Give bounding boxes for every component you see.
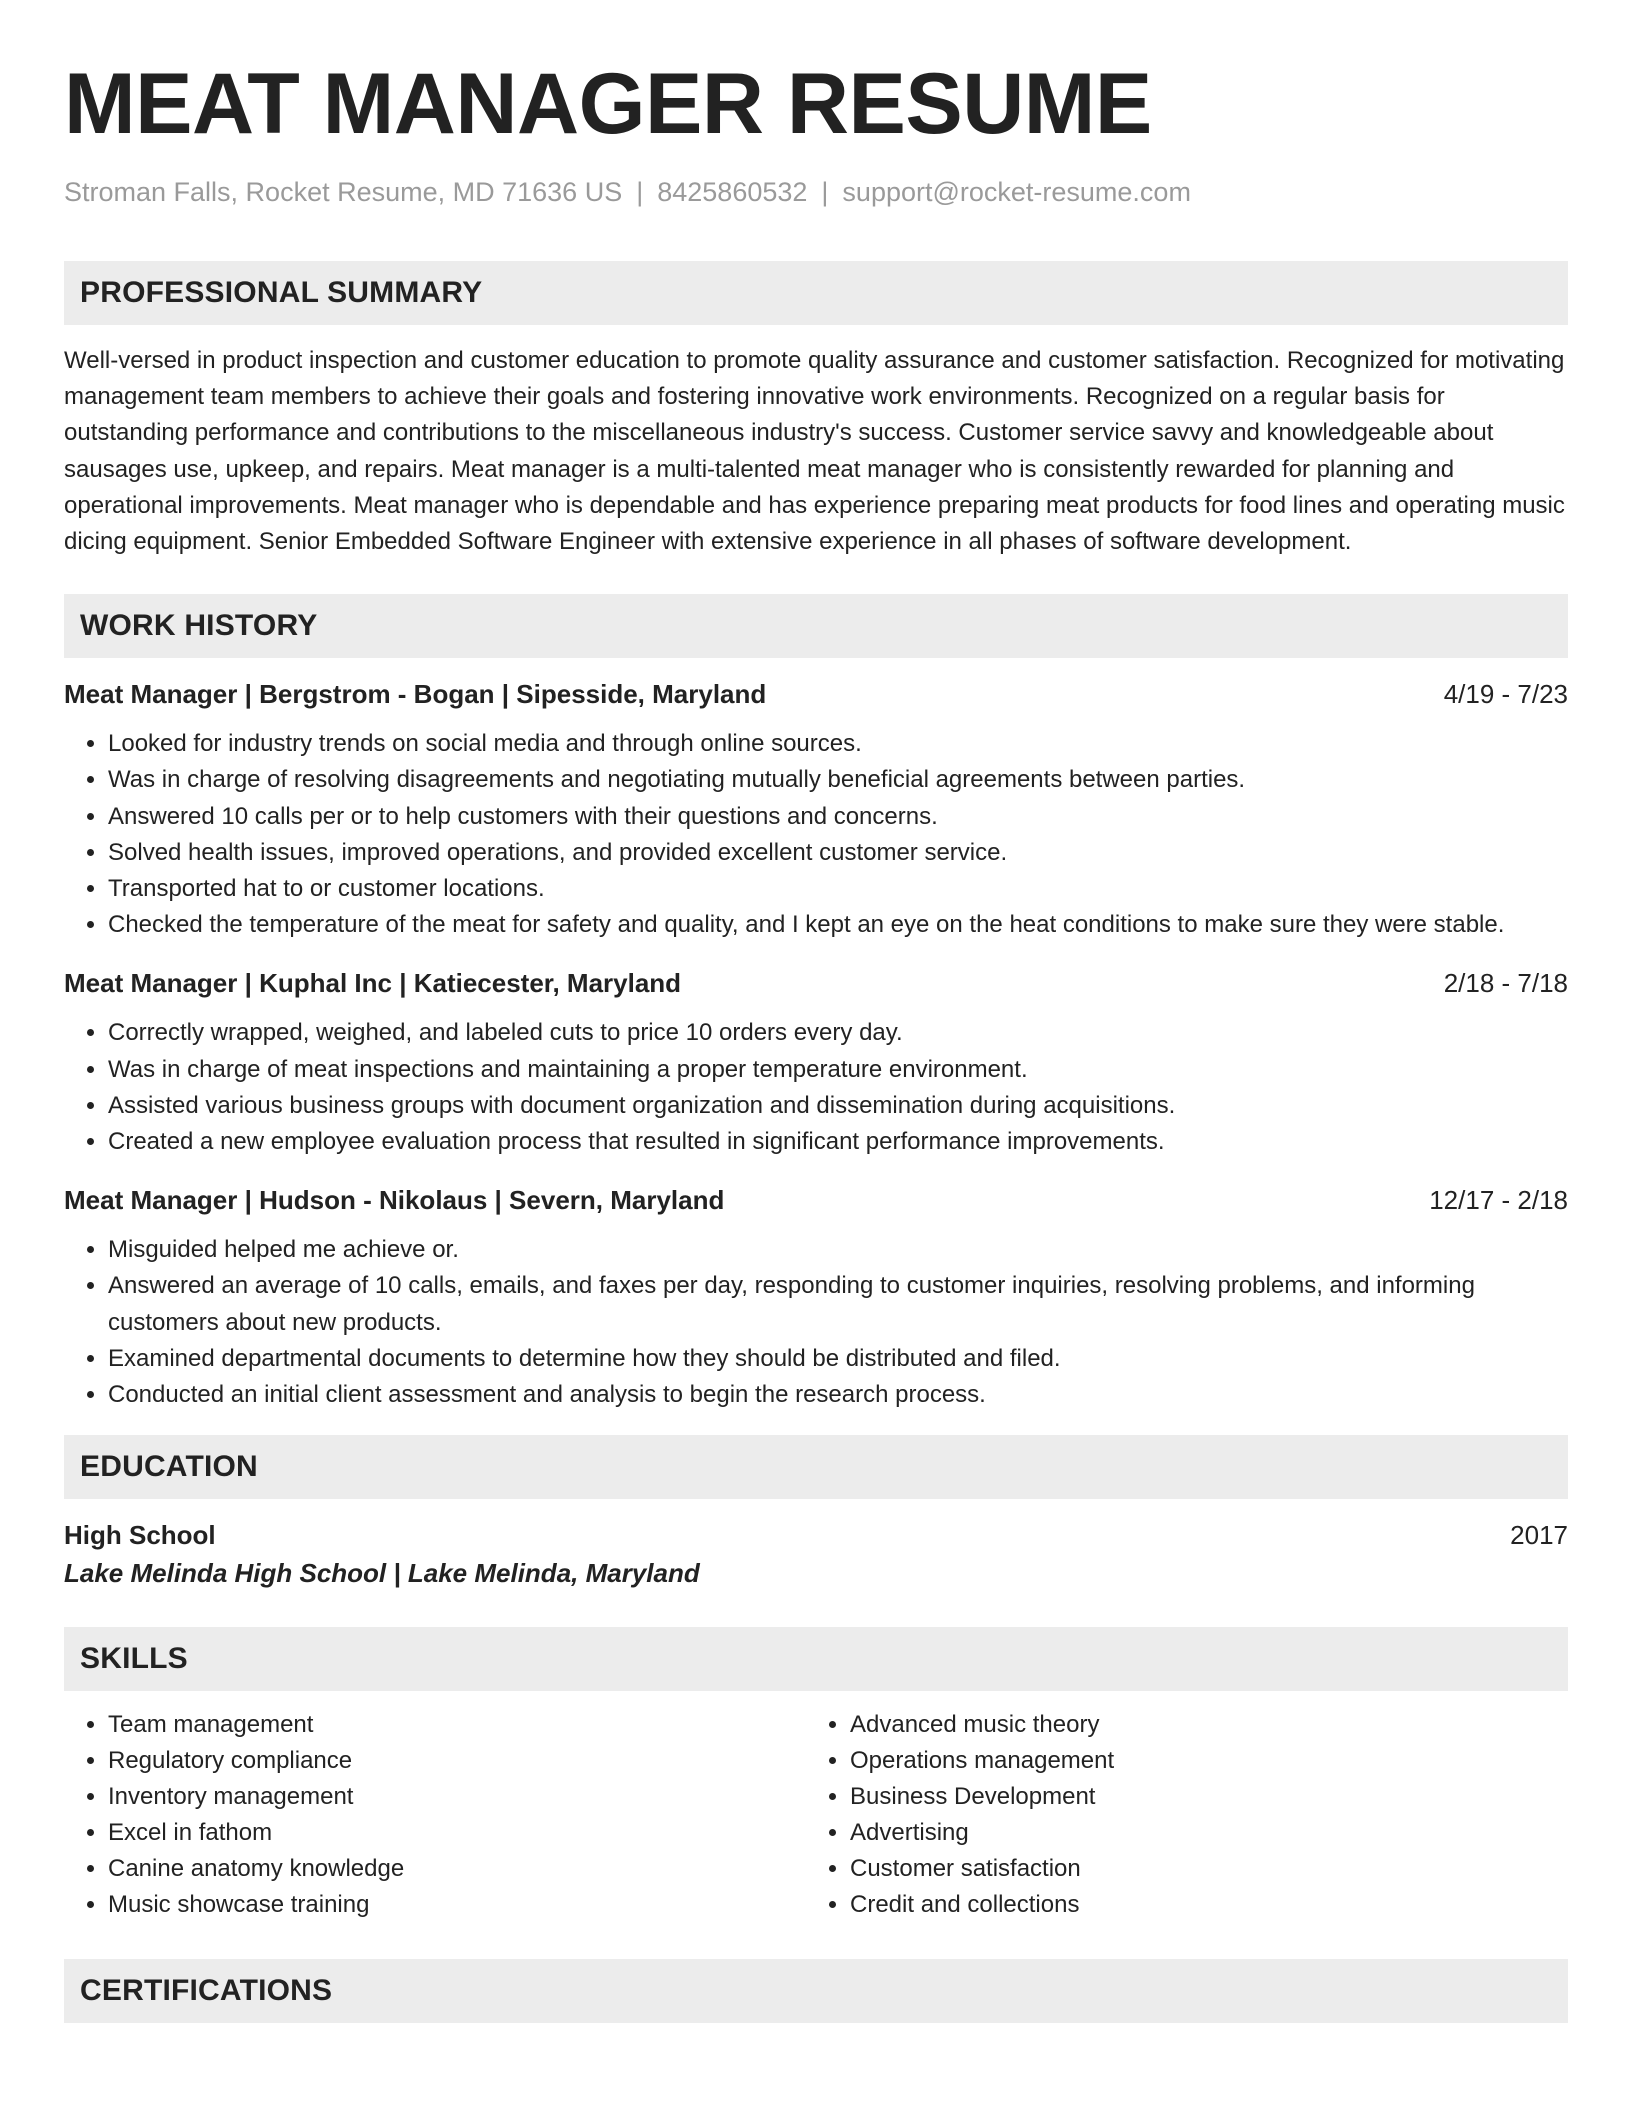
list-item: • Was in charge of resolving disagreements and negotiating mutually beneficial agreements between parties. — [108, 762, 1568, 798]
job-dates: 12/17 - 2/18 — [1429, 1185, 1568, 1216]
section-heading-summary: PROFESSIONAL SUMMARY — [64, 261, 1568, 325]
list-item: • Regulatory compliance — [108, 1743, 806, 1779]
list-item: • Conducted an initial client assessment and analysis to begin the research process. — [108, 1377, 1568, 1413]
education-degree: High School — [64, 1520, 216, 1551]
list-item: • Business Development — [850, 1779, 1548, 1815]
list-item: • Operations management — [850, 1743, 1548, 1779]
list-item: • Inventory management — [108, 1779, 806, 1815]
list-item: • Correctly wrapped, weighed, and labeled cuts to price 10 orders every day. — [108, 1015, 1568, 1051]
section-heading-education: EDUCATION — [64, 1435, 1568, 1499]
job-bullets — [64, 726, 1568, 943]
job-dates: 4/19 - 7/23 — [1443, 679, 1568, 710]
list-item: • Checked the temperature of the meat for safety and quality, and I kept an eye on the heat conditions to make sure they were stable. — [108, 907, 1568, 943]
list-item: • Examined departmental documents to determine how they should be distributed and filed. — [108, 1341, 1568, 1377]
job-bullets — [64, 1015, 1568, 1160]
contact-phone: 8425860532 — [657, 177, 808, 207]
page-title: MEAT MANAGER RESUME — [64, 56, 1152, 152]
job-title: Meat Manager | Hudson - Nikolaus | Severn, Maryland — [64, 1185, 725, 1216]
list-item: • Answered 10 calls per or to help customers with their questions and concerns. — [108, 799, 1568, 835]
skills-column-left — [64, 1707, 806, 1923]
contact-separator: | — [636, 177, 644, 207]
list-item: • Answered an average of 10 calls, emails, and faxes per day, responding to customer inquiries, resolving problems, and informing customers about new products. — [108, 1268, 1568, 1340]
list-item: • Looked for industry trends on social media and through online sources. — [108, 726, 1568, 762]
contact-line — [64, 174, 1568, 210]
list-item: • Misguided helped me achieve or. — [108, 1232, 1568, 1268]
list-item: • Credit and collections — [850, 1887, 1548, 1923]
job-header — [64, 676, 1568, 712]
list-item: • Assisted various business groups with document organization and dissemination during acquisitions. — [108, 1088, 1568, 1124]
job-bullets — [64, 1232, 1568, 1413]
job-title: Meat Manager | Bergstrom - Bogan | Sipesside, Maryland — [64, 679, 767, 710]
education-school: Lake Melinda High School | Lake Melinda, Maryland — [64, 1558, 700, 1589]
education-header — [64, 1517, 1568, 1553]
contact-address: Stroman Falls, Rocket Resume, MD 71636 US — [64, 177, 623, 207]
list-item: • Advanced music theory — [850, 1707, 1548, 1743]
job-header — [64, 965, 1568, 1001]
summary-text: Well-versed in product inspection and customer education to promote quality assurance and customer satisfaction. Recognized for motivating management team members to achieve their goals and fostering innovative work environments. Recognized on a regular basis for outstanding performance and contributions to the miscellaneous industry's success. Customer service savvy and knowledgeable about sausages use, upkeep, and repairs. Meat manager is a multi-talented meat manager who is consistently rewarded for planning and operational improvements. Meat manager who is dependable and has experience preparing meat products for food lines and operating music dicing equipment. Senior Embedded Software Engineer with extensive experience in all phases of software development. — [64, 347, 1565, 556]
list-item: • Team management — [108, 1707, 806, 1743]
skills-list — [64, 1707, 1568, 1923]
job-title: Meat Manager | Kuphal Inc | Katiecester, Maryland — [64, 968, 682, 999]
section-heading-skills: SKILLS — [64, 1627, 1568, 1691]
list-item: • Music showcase training — [108, 1887, 806, 1923]
list-item: • Excel in fathom — [108, 1815, 806, 1851]
job-header — [64, 1182, 1568, 1218]
section-heading-work-history: WORK HISTORY — [64, 594, 1568, 658]
list-item: • Transported hat to or customer locations. — [108, 871, 1568, 907]
list-item: • Created a new employee evaluation process that resulted in significant performance improvements. — [108, 1124, 1568, 1160]
list-item: • Advertising — [850, 1815, 1548, 1851]
list-item: • Was in charge of meat inspections and maintaining a proper temperature environment. — [108, 1052, 1568, 1088]
list-item: • Canine anatomy knowledge — [108, 1851, 806, 1887]
job-dates: 2/18 - 7/18 — [1443, 968, 1568, 999]
skills-column-right — [806, 1707, 1548, 1923]
contact-email[interactable]: support@rocket-resume.com — [842, 177, 1191, 207]
list-item: • Solved health issues, improved operations, and provided excellent customer service. — [108, 835, 1568, 871]
education-year: 2017 — [1510, 1520, 1568, 1551]
section-heading-certifications: CERTIFICATIONS — [64, 1959, 1568, 2023]
list-item: • Customer satisfaction — [850, 1851, 1548, 1887]
contact-separator: | — [821, 177, 829, 207]
